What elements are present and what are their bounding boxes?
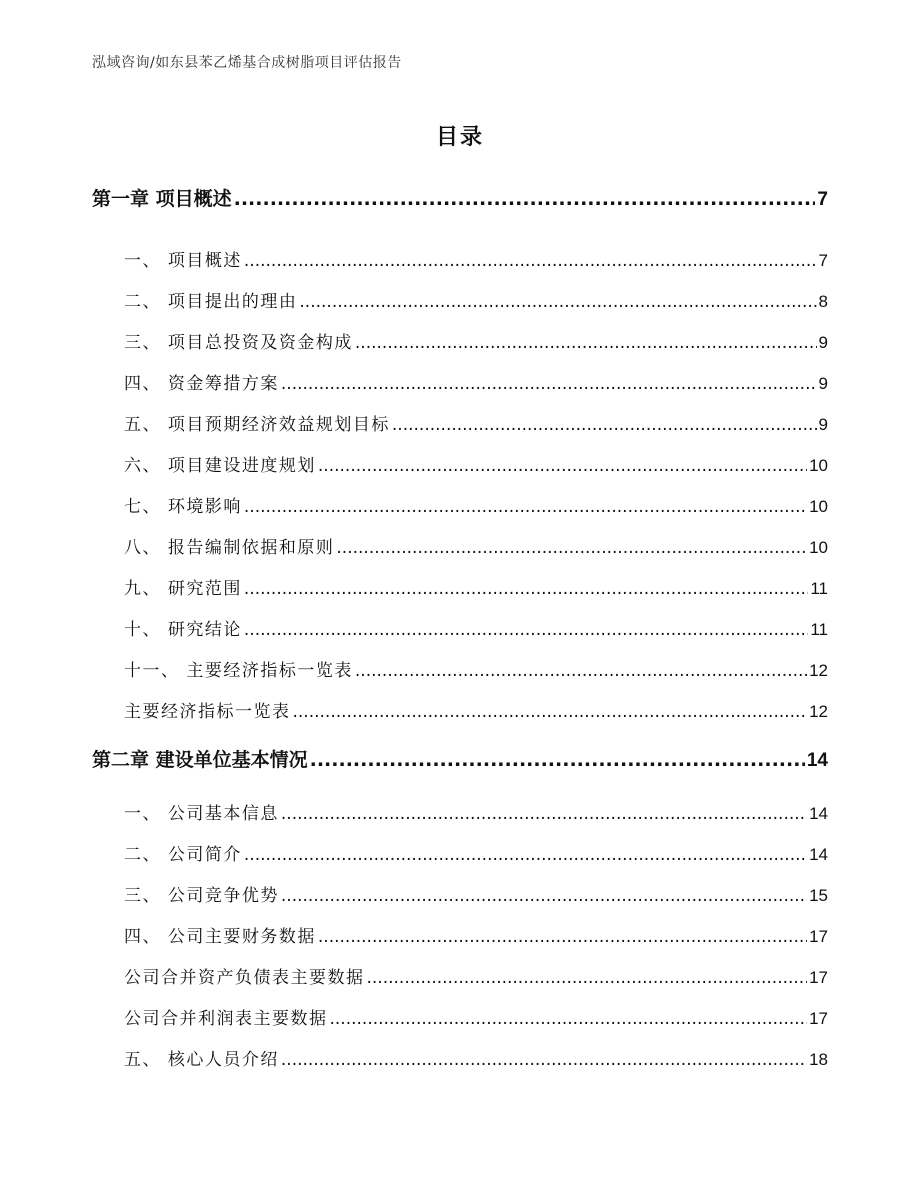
toc-dot-leader — [392, 415, 817, 435]
toc-section-entry[interactable] — [124, 615, 828, 640]
page-header: 泓域咨询/如东县苯乙烯基合成树脂项目评估报告 — [92, 55, 402, 71]
toc-entry-page-number: 7 — [818, 251, 828, 270]
toc-entry-label: 一、 公司基本信息 — [124, 804, 279, 824]
toc-section-entry[interactable] — [124, 451, 828, 476]
toc-entry-label: 第二章 建设单位基本情况 — [92, 749, 308, 771]
toc-section-entry[interactable] — [124, 963, 828, 988]
toc-dot-leader — [367, 968, 808, 988]
toc-entry-page-number: 8 — [818, 292, 828, 311]
toc-entry-page-number: 9 — [818, 333, 828, 352]
toc-entry-label: 九、 研究范围 — [124, 579, 242, 599]
toc-title: 目录 — [435, 125, 484, 150]
toc-section-entry[interactable] — [124, 287, 828, 312]
toc-entry-page-number: 10 — [809, 538, 828, 557]
toc-dot-leader — [281, 804, 807, 824]
toc-section-entry[interactable] — [124, 1045, 828, 1070]
toc-dot-leader — [281, 374, 817, 394]
toc-entry-label: 二、 项目提出的理由 — [124, 292, 298, 312]
toc-section-entry[interactable] — [124, 1004, 828, 1029]
toc-entry-page-number: 14 — [806, 750, 828, 771]
toc-entry-page-number: 7 — [817, 189, 828, 210]
toc-dot-leader — [299, 292, 816, 312]
toc-section-entry[interactable] — [124, 656, 828, 681]
toc-dot-leader — [336, 538, 807, 558]
toc-section-entry[interactable] — [124, 246, 828, 271]
toc-entry-page-number: 10 — [809, 497, 828, 516]
toc-chapter-entry[interactable] — [92, 184, 828, 211]
toc-entry-page-number: 17 — [809, 1009, 828, 1028]
toc-dot-leader — [330, 1009, 808, 1029]
toc-entry-label: 五、 项目预期经济效益规划目标 — [124, 415, 390, 435]
toc-dot-leader — [244, 251, 817, 271]
toc-dot-leader — [310, 749, 805, 771]
toc-section-entry[interactable] — [124, 697, 828, 722]
toc-entry-label: 七、 环境影响 — [124, 497, 242, 517]
toc-dot-leader — [318, 456, 807, 476]
toc-entry-page-number: 12 — [809, 661, 828, 680]
toc-entry-label: 十一、 主要经济指标一览表 — [124, 661, 353, 681]
toc-dot-leader — [355, 661, 807, 681]
toc-dot-leader — [244, 845, 807, 865]
toc-section-entry[interactable] — [124, 533, 828, 558]
toc-entry-label: 八、 报告编制依据和原则 — [124, 538, 335, 558]
toc-entry-label: 五、 核心人员介绍 — [124, 1050, 279, 1070]
toc-entry-label: 六、 项目建设进度规划 — [124, 456, 316, 476]
toc-entry-page-number: 11 — [810, 620, 828, 639]
toc-dot-leader — [234, 188, 816, 210]
toc-entry-label: 十、 研究结论 — [124, 620, 242, 640]
toc-entry-page-number: 17 — [809, 927, 828, 946]
toc-entry-page-number: 9 — [818, 374, 828, 393]
toc-entry-label: 三、 公司竞争优势 — [124, 886, 279, 906]
toc-dot-leader — [244, 579, 808, 599]
toc-section-entry[interactable] — [124, 574, 828, 599]
toc-chapter-entry[interactable] — [92, 745, 828, 772]
toc-entry-page-number: 18 — [809, 1050, 828, 1069]
toc-entry-page-number: 15 — [809, 886, 828, 905]
toc-entry-page-number: 11 — [810, 579, 828, 598]
toc-entry-label: 四、 公司主要财务数据 — [124, 927, 316, 947]
toc-dot-leader — [281, 886, 807, 906]
toc-entry-page-number: 17 — [809, 968, 828, 987]
toc-entry-page-number: 12 — [809, 702, 828, 721]
toc-entry-page-number: 10 — [809, 456, 828, 475]
toc-entry-label: 一、 项目概述 — [124, 251, 242, 271]
toc-entry-page-number: 14 — [809, 845, 828, 864]
toc-dot-leader — [318, 927, 807, 947]
toc-entry-label: 主要经济指标一览表 — [124, 702, 291, 722]
toc-section-entry[interactable] — [124, 328, 828, 353]
toc-dot-leader — [244, 497, 807, 517]
toc-entry-label: 四、 资金筹措方案 — [124, 374, 279, 394]
toc-entry-label: 二、 公司简介 — [124, 845, 242, 865]
toc-section-entry[interactable] — [124, 410, 828, 435]
toc-entry-label: 第一章 项目概述 — [92, 188, 232, 210]
toc-section-entry[interactable] — [124, 369, 828, 394]
toc-section-entry[interactable] — [124, 840, 828, 865]
toc-dot-leader — [244, 620, 808, 640]
toc-entry-label: 公司合并利润表主要数据 — [124, 1009, 328, 1029]
toc-entry-label: 三、 项目总投资及资金构成 — [124, 333, 353, 353]
toc-entry-label: 公司合并资产负债表主要数据 — [124, 968, 365, 988]
toc-dot-leader — [355, 333, 817, 353]
toc-dot-leader — [281, 1050, 807, 1070]
toc-section-entry[interactable] — [124, 799, 828, 824]
toc-section-entry[interactable] — [124, 881, 828, 906]
toc-dot-leader — [293, 702, 808, 722]
toc-section-entry[interactable] — [124, 492, 828, 517]
toc-entry-page-number: 14 — [809, 804, 828, 823]
toc-entry-page-number: 9 — [818, 415, 828, 434]
toc-section-entry[interactable] — [124, 922, 828, 947]
